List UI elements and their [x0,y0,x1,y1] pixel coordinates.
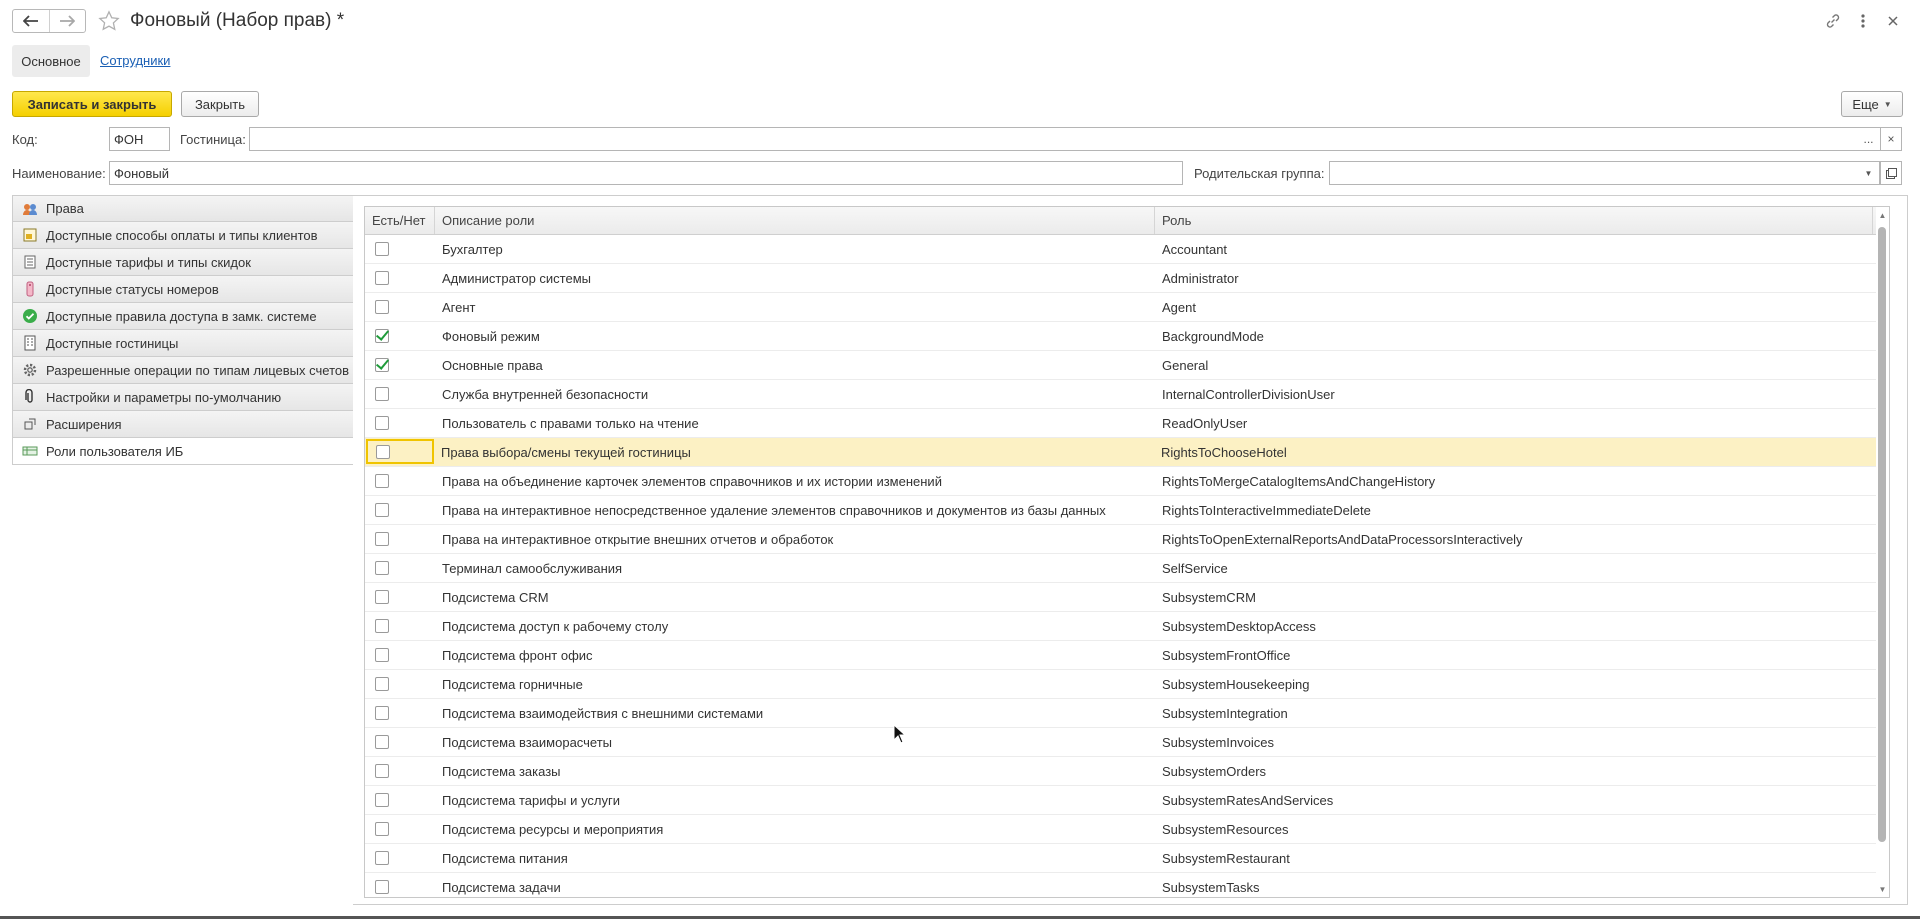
hotel-clear-button[interactable] [1880,127,1902,151]
has-role-cell [365,815,435,843]
role-description-cell: Подсистема задачи [442,879,561,895]
scroll-thumb[interactable] [1878,227,1886,842]
panel-item-label: Роли пользователя ИБ [46,443,184,459]
role-description-cell: Подсистема ресурсы и мероприятия [442,821,664,837]
has-role-cell [365,612,435,640]
table-row[interactable] [365,583,1889,612]
role-description-cell: Подсистема тарифы и услуги [442,792,620,808]
has-role-checkbox[interactable] [375,532,389,546]
role-name-cell: SubsystemResources [1162,821,1289,837]
panel-item-operations[interactable] [12,357,354,384]
has-role-checkbox[interactable] [375,242,389,256]
history-nav [12,9,86,33]
has-role-cell [365,873,435,898]
header-role[interactable]: Роль [1155,207,1873,234]
tab-employees[interactable]: Сотрудники [100,53,171,68]
has-role-checkbox[interactable] [375,561,389,575]
role-description-cell: Бухгалтер [442,241,503,257]
panel-item-label: Доступные способы оплаты и типы клиентов [46,227,318,243]
role-name-cell: SubsystemHousekeeping [1162,676,1310,692]
scroll-down-icon[interactable]: ▼ [1878,884,1887,894]
role-name-cell: SubsystemOrders [1162,763,1267,779]
panel-item-extensions[interactable] [12,411,354,438]
role-name-cell: RightsToInteractiveImmediateDelete [1162,502,1371,518]
role-name-cell: SelfService [1162,560,1228,576]
role-description-cell: Права на интерактивное открытие внешних отчетов и обработок [442,531,834,547]
role-description-cell: Подсистема питания [442,850,568,866]
save-and-close-button[interactable]: Записать и закрыть [12,91,172,117]
role-description-cell: Фоновый режим [442,328,540,344]
panel-item-payment[interactable] [12,222,354,249]
users-icon [22,443,38,459]
role-name-cell: ReadOnlyUser [1162,415,1248,431]
close-window-button[interactable] [1882,10,1904,32]
has-role-cell [365,844,435,872]
window-title: Фоновый (Набор прав) * [130,10,345,31]
panel-item-label: Доступные тарифы и типы скидок [46,254,251,270]
role-description-cell: Подсистема фронт офис [442,647,593,663]
table-row[interactable] [365,322,1889,351]
role-name-cell: Agent [1162,299,1196,315]
role-description-cell: Основные права [442,357,543,373]
open-icon [1886,168,1897,179]
role-name-cell: RightsToChooseHotel [1161,444,1287,460]
panel-item-rights[interactable] [12,195,354,222]
table-row[interactable] [365,641,1889,670]
panel-item-label: Настройки и параметры по-умолчанию [46,389,282,405]
table-row[interactable] [365,380,1889,409]
panel-item-hotels[interactable] [12,330,354,357]
payment-icon [22,227,38,243]
has-role-cell [365,728,435,756]
table-row[interactable] [365,409,1889,438]
hotel-select-button[interactable] [1857,127,1881,151]
role-description-cell: Служба внутренней безопасности [442,386,649,402]
has-role-checkbox[interactable] [375,271,389,285]
role-description-cell: Агент [442,299,476,315]
caret-down-icon: ▼ [1864,168,1873,178]
has-role-cell [365,235,435,263]
name-label: Наименование: [12,166,106,181]
has-role-cell [365,496,435,524]
close-icon [1887,15,1899,27]
table-row[interactable] [365,612,1889,641]
panel-item-label: Права [46,201,84,216]
code-label: Код: [12,132,38,147]
table-row[interactable] [365,699,1889,728]
back-button[interactable] [13,10,49,32]
roles-table [364,206,1890,898]
has-role-checkbox[interactable] [375,474,389,488]
tariff-icon [22,254,38,270]
table-header [365,207,1889,235]
panel-item-label: Разрешенные операции по типам лицевых счетов [46,362,350,378]
role-name-cell: SubsystemInvoices [1162,734,1274,750]
extension-icon [22,416,38,432]
has-role-cell [365,583,435,611]
panel-item-user-roles[interactable] [12,438,354,465]
tab-main[interactable]: Основное [12,45,90,77]
has-role-checkbox[interactable] [375,735,389,749]
link-button[interactable] [1822,10,1844,32]
header-has[interactable]: Есть/Нет [365,207,435,234]
role-name-cell: SubsystemRestaurant [1162,850,1290,866]
role-name-cell: RightsToOpenExternalReportsAndDataProcessorsInteractively [1162,531,1523,547]
role-name-cell: Administrator [1162,270,1239,286]
parent-group-open-button[interactable] [1880,161,1902,185]
role-name-cell: General [1162,357,1209,373]
has-role-checkbox[interactable] [375,329,389,343]
role-name-cell: Accountant [1162,241,1228,257]
has-role-cell [365,322,435,350]
table-row[interactable] [365,786,1889,815]
table-row[interactable] [365,438,1889,467]
panel-item-label: Доступные гостиницы [46,335,179,351]
more-label: Еще [1852,96,1879,112]
has-role-cell [365,467,435,495]
table-row[interactable] [365,351,1889,380]
section-panel [12,195,354,465]
has-role-cell [365,264,435,292]
mouse-cursor-icon [893,724,907,744]
arrow-left-icon [23,15,39,27]
has-role-checkbox[interactable] [375,416,389,430]
has-role-checkbox[interactable] [375,619,389,633]
panel-item-label: Доступные статусы номеров [46,281,219,297]
room-status-icon [22,281,38,297]
table-row[interactable] [365,757,1889,786]
table-row[interactable] [365,467,1889,496]
role-name-cell: SubsystemCRM [1162,589,1256,605]
has-role-checkbox[interactable] [375,300,389,314]
has-role-checkbox[interactable] [375,851,389,865]
has-role-checkbox[interactable] [375,677,389,691]
gear-icon [22,362,38,378]
star-icon [98,10,120,32]
table-row[interactable] [365,293,1889,322]
ellipsis-icon: ... [1863,132,1874,146]
table-scrollbar[interactable] [1876,207,1889,897]
has-role-checkbox[interactable] [375,648,389,662]
role-description-cell: Подсистема взаимодействия с внешними системами [442,705,764,721]
role-description-cell: Подсистема доступ к рабочему столу [442,618,669,634]
panel-item-access-rules[interactable] [12,303,354,330]
has-role-cell [366,439,434,464]
has-role-checkbox[interactable] [375,822,389,836]
clear-icon: × [1887,132,1895,146]
has-role-checkbox[interactable] [375,880,389,894]
panel-item-room-statuses[interactable] [12,276,354,303]
table-row[interactable] [365,554,1889,583]
has-role-cell [365,757,435,785]
panel-item-label: Расширения [46,416,122,432]
role-description-cell: Права выбора/смены текущей гостиницы [441,444,691,460]
panel-item-settings[interactable] [12,384,354,411]
has-role-cell [365,380,435,408]
role-description-cell: Терминал самообслуживания [442,560,623,576]
has-role-cell [365,525,435,553]
forward-button[interactable] [49,10,86,32]
role-name-cell: InternalControllerDivisionUser [1162,386,1335,402]
has-role-cell [365,670,435,698]
has-role-checkbox[interactable] [375,793,389,807]
close-button[interactable]: Закрыть [181,91,259,117]
role-name-cell: RightsToMergeCatalogItemsAndChangeHistory [1162,473,1436,489]
table-row[interactable] [365,525,1889,554]
role-name-cell: SubsystemRatesAndServices [1162,792,1334,808]
header-description[interactable]: Описание роли [435,207,1155,234]
role-description-cell: Права на интерактивное непосредственное удаление элементов справочников и документов из базы данных [442,502,1106,518]
link-icon [1825,13,1841,29]
table-row[interactable] [365,844,1889,873]
panel-item-label: Доступные правила доступа в замк. системе [46,308,317,324]
panel-item-tariffs[interactable] [12,249,354,276]
table-row[interactable] [365,264,1889,293]
role-description-cell: Права на объединение карточек элементов справочников и их истории изменений [442,473,942,489]
rights-icon [22,201,38,217]
role-description-cell: Пользователь с правами только на чтение [442,415,699,431]
has-role-checkbox[interactable] [375,387,389,401]
role-description-cell: Подсистема CRM [442,589,549,605]
hotel-input[interactable] [249,127,1858,151]
has-role-cell [365,293,435,321]
hotel-label: Гостиница: [180,132,246,147]
role-description-cell: Подсистема заказы [442,763,561,779]
more-actions-button[interactable] [1852,10,1874,32]
has-role-checkbox[interactable] [375,503,389,517]
table-row[interactable] [365,235,1889,264]
check-circle-icon [22,308,38,324]
more-vertical-icon [1860,13,1866,29]
table-row[interactable] [365,670,1889,699]
has-role-cell [365,554,435,582]
hotel-icon [22,335,38,351]
has-role-checkbox[interactable] [375,706,389,720]
parent-group-label: Родительская группа: [1194,166,1325,181]
has-role-cell [365,699,435,727]
has-role-cell [365,351,435,379]
table-body [365,235,1889,898]
parent-group-input[interactable] [1329,161,1859,185]
name-input[interactable]: Фоновый [109,161,1183,185]
role-name-cell: SubsystemIntegration [1162,705,1288,721]
role-name-cell: SubsystemTasks [1162,879,1260,895]
table-row[interactable] [365,873,1889,898]
code-input[interactable]: ФОН [109,127,170,151]
table-row[interactable] [365,815,1889,844]
has-role-cell [365,786,435,814]
has-role-checkbox[interactable] [376,445,390,459]
role-name-cell: SubsystemFrontOffice [1162,647,1291,663]
caret-down-icon: ▼ [1883,99,1892,109]
role-name-cell: BackgroundMode [1162,328,1264,344]
table-row[interactable] [365,496,1889,525]
has-role-checkbox[interactable] [375,358,389,372]
scroll-up-icon[interactable]: ▲ [1878,210,1887,220]
favorite-button[interactable] [96,8,122,34]
has-role-checkbox[interactable] [375,764,389,778]
has-role-cell [365,641,435,669]
role-description-cell: Подсистема горничные [442,676,583,692]
paperclip-icon [22,389,38,405]
role-description-cell: Подсистема взаиморасчеты [442,734,613,750]
has-role-checkbox[interactable] [375,590,389,604]
has-role-cell [365,409,435,437]
role-name-cell: SubsystemDesktopAccess [1162,618,1316,634]
more-button[interactable] [1841,91,1903,117]
role-description-cell: Администратор системы [442,270,591,286]
table-row[interactable] [365,728,1889,757]
arrow-right-icon [59,15,75,27]
parent-group-dropdown[interactable] [1858,161,1880,185]
